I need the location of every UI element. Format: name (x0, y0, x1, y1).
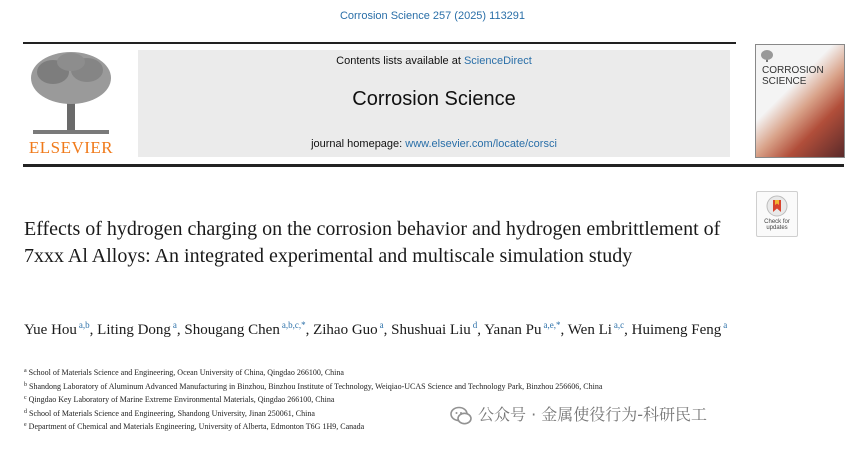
author-list (24, 314, 744, 341)
author-affiliation-marks[interactable]: a (379, 320, 384, 330)
author[interactable] (184, 322, 309, 338)
bookmark-icon (766, 195, 788, 217)
author-name[interactable]: Liting Dong (97, 322, 171, 338)
affiliation-text: Qingdao Key Laboratory of Marine Extreme Environmental Materials, Qingdao 266100, China (28, 395, 335, 404)
affiliation-key: e (24, 422, 27, 428)
author-name[interactable]: Shushuai Liu (391, 322, 471, 338)
author-affiliation-marks[interactable]: a,c (613, 320, 625, 330)
cover-tree-icon (760, 49, 774, 63)
author-affiliation-marks[interactable]: a,b (78, 320, 90, 330)
check-for-updates-button[interactable] (756, 191, 798, 237)
author-name[interactable]: Shougang Chen (184, 322, 280, 338)
watermark-text: 公众号 · 金属使役行为-科研民工 (478, 405, 708, 424)
citation-line[interactable]: Corrosion Science 257 (2025) 113291 (339, 10, 526, 22)
homepage-line (138, 138, 730, 150)
affiliation-text: Department of Chemical and Materials Engineering, University of Alberta, Edmonton T6G 1H9, Canada (28, 422, 365, 431)
author[interactable] (391, 322, 481, 338)
cover-title: CORROSION SCIENCE (762, 65, 824, 87)
affiliation-text: School of Materials Science and Engineering, Shandong University, Jinan 250061, China (29, 408, 315, 418)
author-name[interactable]: Yanan Pu (484, 322, 542, 338)
homepage-link[interactable]: www.elsevier.com/locate/corsci (405, 138, 557, 150)
affiliation-key: d (24, 408, 27, 415)
author-separator: , (383, 322, 388, 338)
journal-title: Corrosion Science (352, 88, 516, 110)
header-bottom-divider (23, 164, 844, 167)
affiliation-item (24, 380, 724, 393)
contents-prefix: Contents lists available at (336, 55, 464, 67)
author-name[interactable]: Zihao Guo (313, 322, 378, 338)
affiliation-key: a (24, 368, 27, 374)
contents-line (138, 55, 730, 67)
journal-masthead (138, 50, 730, 157)
author-name[interactable]: Wen Li (567, 322, 612, 338)
affiliation-item (24, 366, 724, 379)
author[interactable] (632, 322, 728, 338)
author-separator: , (176, 322, 181, 338)
author-separator: , (624, 322, 628, 338)
affiliation-key: c (24, 395, 27, 401)
author[interactable] (484, 322, 564, 338)
sciencedirect-link[interactable]: ScienceDirect (463, 55, 532, 67)
author-separator: , (305, 322, 310, 338)
affiliation-key: b (24, 381, 27, 388)
author-name[interactable]: Yue Hou (24, 322, 77, 338)
author-affiliation-marks[interactable]: a,b,c,* (281, 320, 306, 330)
author-name[interactable]: Huimeng Feng (631, 322, 722, 338)
author[interactable] (568, 322, 628, 338)
author-affiliation-marks[interactable]: d (472, 320, 478, 330)
homepage-prefix: journal homepage: (311, 138, 406, 150)
wechat-watermark (450, 402, 707, 430)
affiliation-text: Shandong Laboratory of Aluminum Advanced Manufacturing in Binzhou, Binzhou Institute of Technology, Weiqiao-UCAS Science and Technology Park, Binzhou 256606, China (29, 381, 603, 391)
affiliation-text: School of Materials Science and Engineering, Ocean University of China, Qingdao 266100, China (28, 368, 344, 377)
publisher-wordmark: ELSEVIER (28, 138, 114, 157)
article-title: Effects of hydrogen charging on the corrosion behavior and hydrogen embrittlement of 7xxx Al Alloys: An integrated experimental and multiscale simulation study (24, 218, 721, 267)
author-separator: , (89, 322, 94, 338)
top-divider (23, 42, 736, 44)
author[interactable] (24, 322, 93, 338)
author-separator: , (560, 322, 565, 338)
check-for-updates-label: Check for updates (764, 219, 790, 231)
wechat-icon (450, 405, 472, 427)
author-affiliation-marks[interactable]: a (172, 320, 177, 330)
author-separator: , (477, 322, 482, 338)
author[interactable] (97, 322, 181, 338)
journal-cover-thumbnail[interactable] (755, 44, 845, 158)
author-affiliation-marks[interactable]: a (723, 320, 728, 330)
author[interactable] (313, 322, 387, 338)
author-affiliation-marks[interactable]: a,e,* (543, 320, 561, 330)
